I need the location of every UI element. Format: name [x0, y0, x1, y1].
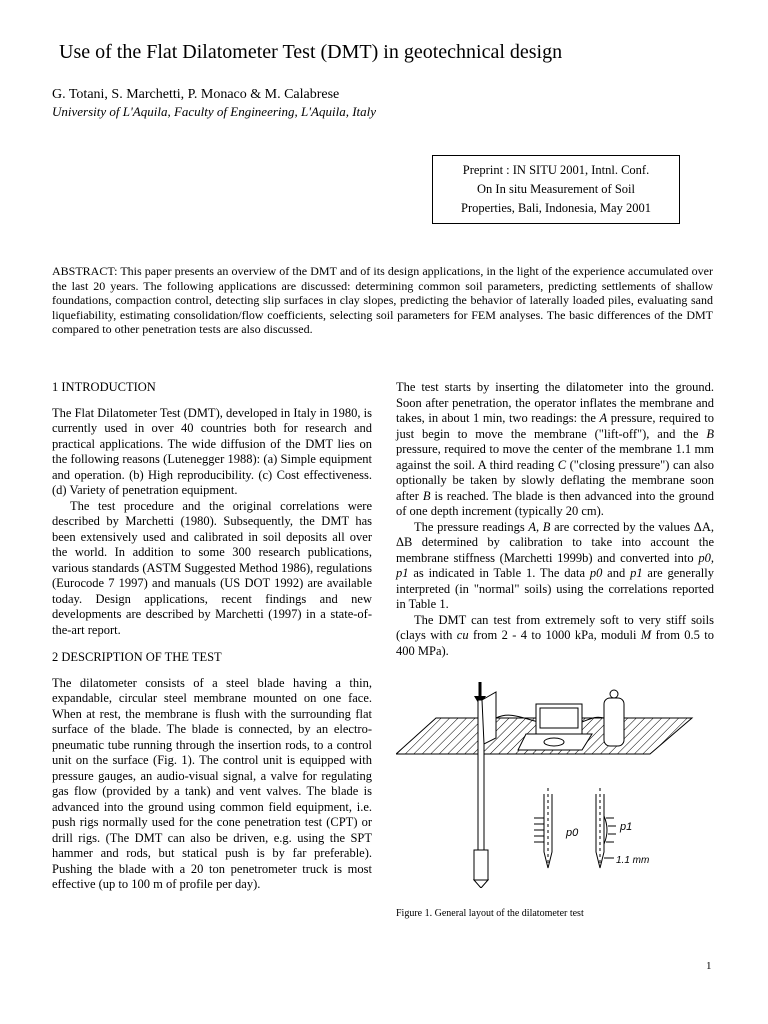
right-paragraph-2: The pressure readings A, B are corrected by the values ΔA, ΔB determined by calibration to take into account the membrane stiffness (Marchetti 1999b) and converted into p0, p1 as indicated in Table 1. The data p0 and p1 are generally interpreted (in "normal" soils) using the correlations reported in Table 1. [396, 519, 714, 611]
preprint-line-1: Preprint : IN SITU 2001, Intnl. Conf. [462, 163, 650, 177]
figure-caption: Figure 1. General layout of the dilatometer test [396, 908, 584, 919]
authors: G. Totani, S. Marchetti, P. Monaco & M. Calabrese [52, 87, 340, 102]
dilatometer-blade [474, 850, 488, 880]
rod-top-plate [482, 692, 496, 744]
label-1-1-mm: 1.1 mm [616, 855, 650, 866]
paper-title: Use of the Flat Dilatometer Test (DMT) in geotechnical design [59, 41, 563, 63]
right-column [396, 380, 714, 659]
label-p1: p1 [620, 821, 633, 833]
right-paragraph-3: The DMT can test from extremely soft to very stiff soils (clays with cu from 2 - 4 to 1000 kPa, moduli M from 0.5 to 400 MPa). [396, 612, 714, 658]
affiliation: University of L'Aquila, Faculty of Engineering, L'Aquila, Italy [52, 104, 377, 119]
page-number: 1 [706, 960, 712, 972]
left-column [52, 380, 372, 893]
pressure-gauge [544, 738, 564, 746]
abstract: ABSTRACT: This paper presents an overview of the DMT and of its design applications, in the light of the experience accumulated over the last 20 years. The following applications are discussed: determining common soil parameters, predicting settlements of shallow foundations, compaction control, detecting slip surfaces in clay slopes, predicting the behavior of laterally loaded piles, evaluating sand liquefiability, estimating consolidation/flow coefficients, selecting soil parameters for FEM analyses. The basic differences of the DMT compared to other penetration tests are also discussed. [52, 264, 713, 337]
label-p0: p0 [566, 827, 579, 839]
preprint-box [432, 155, 680, 224]
preprint-line-3: Properties, Bali, Indonesia, May 2001 [461, 201, 651, 215]
intro-paragraph-2: The test procedure and the original correlations were described by Marchetti (1980). Subsequently, the DMT has been extensively used and calibrated in soil deposits all over the world. In addition to some 300 research publications, various standards (ASTM Suggested Method 1986), regulations (Eurocode 7 1997) and manuals (US DOT 1992) are available today. Design applications, recent findings and new developments are described by Marchetti (1997) in a state-of-the-art report. [52, 498, 372, 637]
dilatometer-figure [396, 678, 716, 888]
section-2-heading: 2 DESCRIPTION OF THE TEST [52, 650, 222, 664]
intro-paragraph-1: The Flat Dilatometer Test (DMT), developed in Italy in 1980, is currently used in over 40 countries both for research and practical applications. The wide diffusion of the DMT lies on the following reasons (Lutenegger 1988): (a) Simple equipment and operation. (b) High reproducibility. (c) Cost effectiveness. (d) Variety of penetration equipment. [52, 405, 372, 497]
gas-tank [604, 698, 624, 746]
preprint-line-2: On In situ Measurement of Soil [477, 182, 635, 196]
section-1-heading: 1 INTRODUCTION [52, 380, 156, 394]
description-paragraph-1: The dilatometer consists of a steel blade having a thin, expandable, circular steel membrane mounted on one face. When at rest, the membrane is flush with the surrounding flat surface of the blade. The blade is connected, by an electro-pneumatic tube running through the insertion rods, to a control unit on the surface (Fig. 1). The control unit is equipped with pressure gauges, an audio-visual signal, a valve for regulating gas flow (provided by a tank) and vent valves. The blade is advanced into the ground using common field equipment, i.e. push rigs normally used for the cone penetration test (CPT) or drill rigs. (The DMT can also be driven, e.g. using the SPT hammer and rods, but statical push is by far preferable). Pushing the blade with a 20 ton penetrometer truck is most effective (up to 100 m of profile per day). [52, 675, 372, 891]
right-paragraph-1: The test starts by inserting the dilatometer into the ground. Soon after penetration, the operator inflates the membrane and takes, in about 1 min, two readings: the A pressure, required to just begin to move the membrane ("lift-off"), and the B pressure, required to move the center of the membrane 1.1 mm against the soil. A third reading C ("closing pressure") can also optionally be taken by slowly deflating the membrane soon after B is reached. The blade is then advanced into the ground of one depth increment (typically 20 cm). [396, 380, 714, 518]
